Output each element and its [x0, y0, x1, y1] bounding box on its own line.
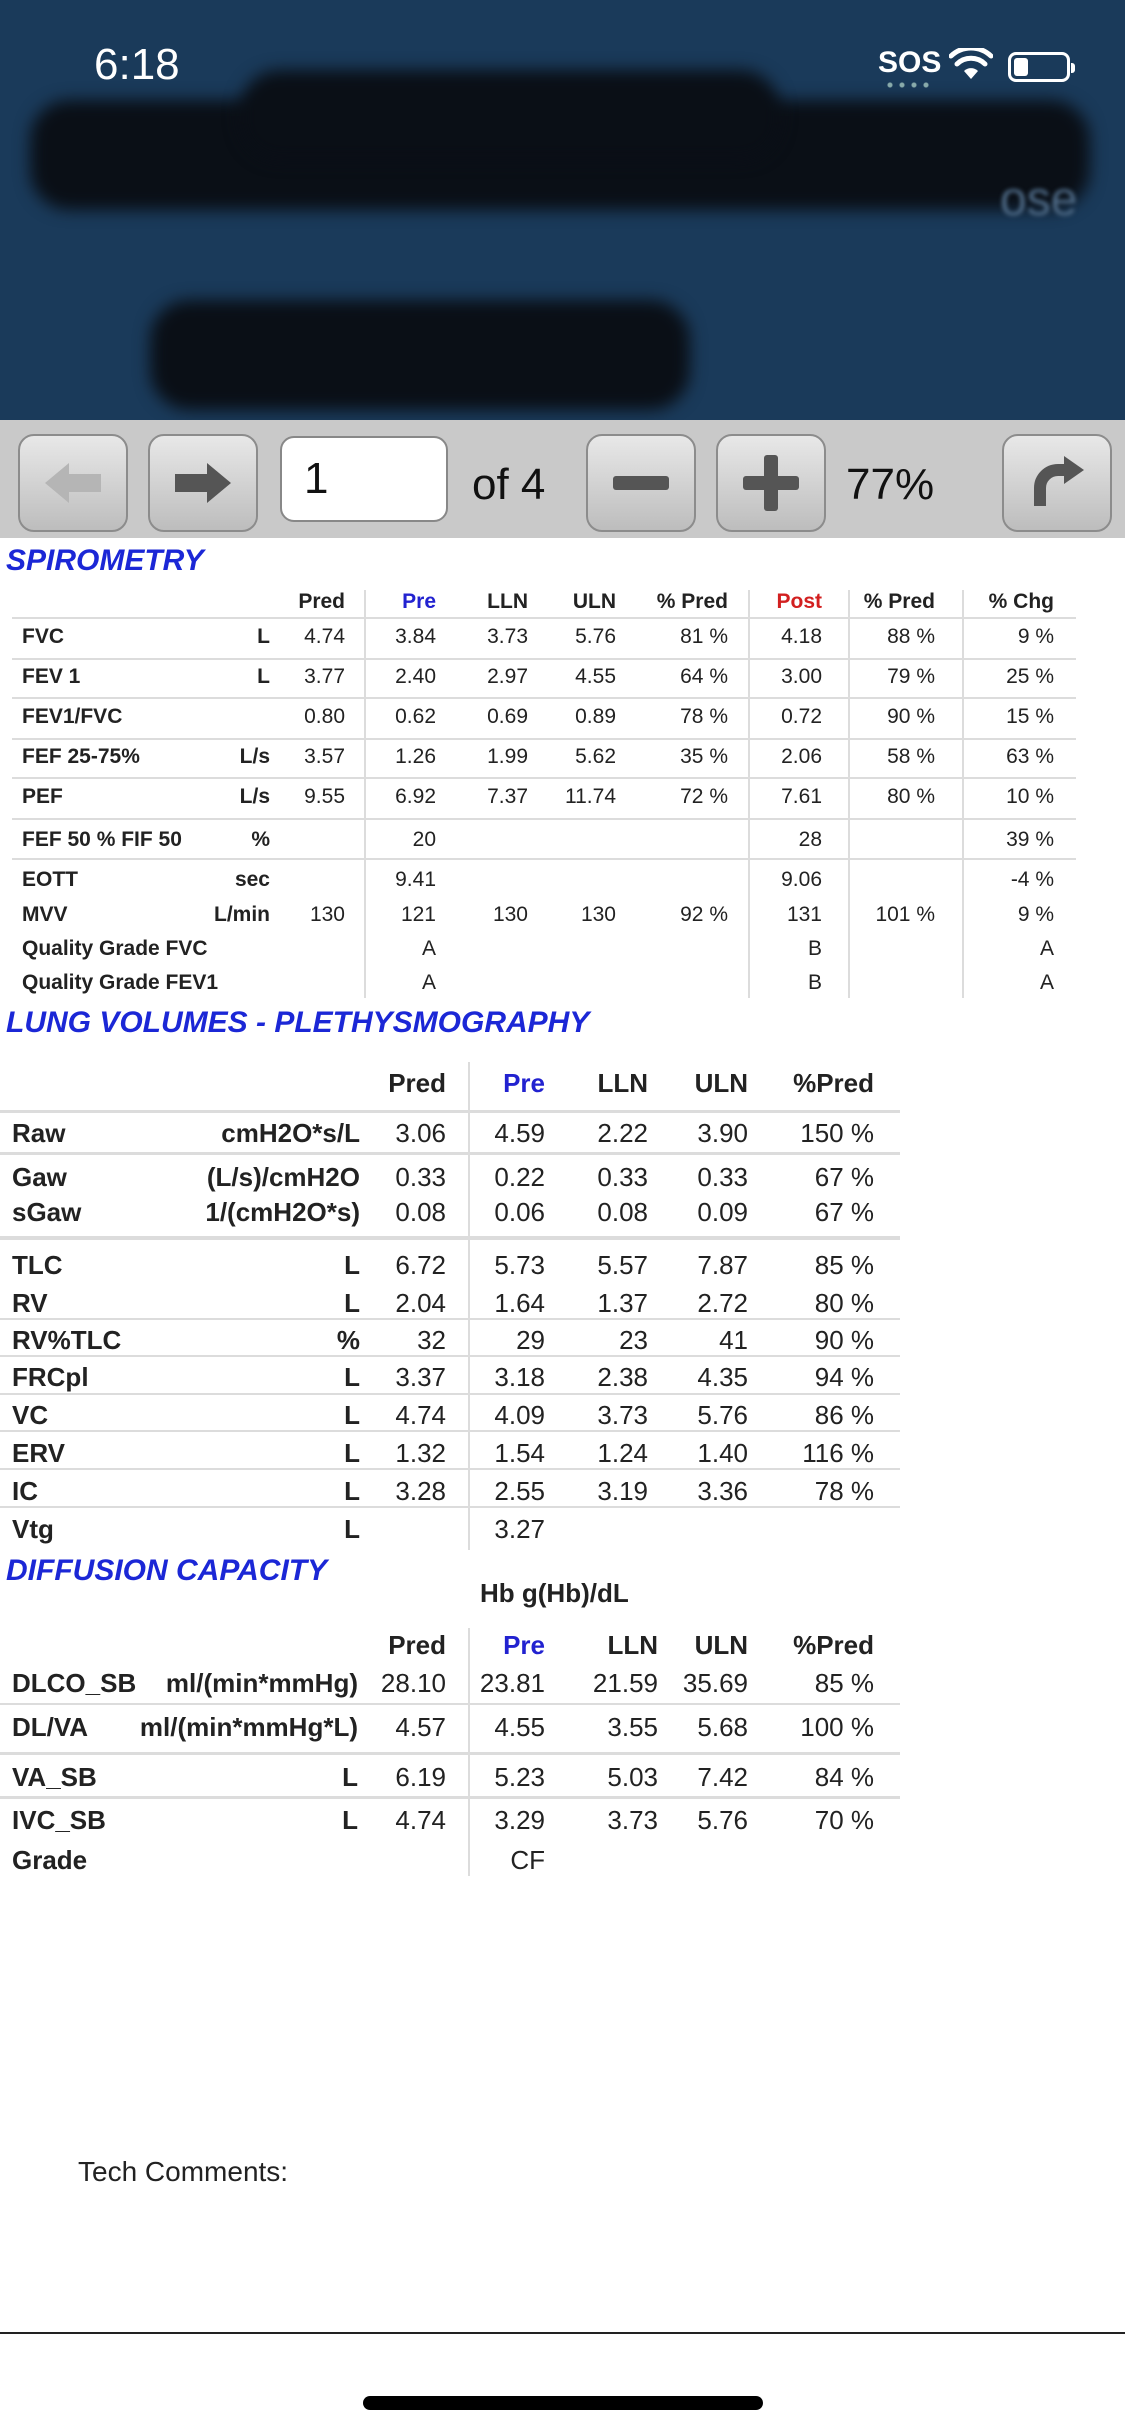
row-divider [12, 617, 1076, 619]
table-cell: 5.76 [697, 1400, 748, 1430]
table-cell: 5.23 [494, 1762, 545, 1792]
header-uln-3: ULN [572, 590, 616, 613]
row-label: Quality Grade FEV1 [22, 971, 219, 994]
redaction-blur [150, 300, 690, 410]
row-divider [0, 1355, 900, 1357]
table-cell: 86 % [814, 1400, 874, 1430]
table-cell: 39 % [1006, 828, 1054, 851]
row-unit: 1/(cmH2O*s) [205, 1197, 360, 1227]
column-divider [748, 590, 750, 998]
table-cell: 67 % [814, 1197, 874, 1227]
table-cell: 0.89 [575, 705, 616, 728]
table-cell: 88 % [887, 625, 935, 648]
table-cell: 3.73 [607, 1805, 658, 1835]
section-title-diffusion: DIFFUSION CAPACITY [6, 1554, 328, 1587]
table-cell: 70 % [814, 1805, 874, 1835]
row-label: FVC [22, 625, 64, 648]
table-cell: 5.57 [597, 1250, 648, 1280]
hb-label: Hb g(Hb)/dL [480, 1578, 629, 1608]
header-pred-0: Pred [388, 1068, 446, 1098]
row-label: FEV1/FVC [22, 705, 123, 728]
row-label: VC [12, 1400, 49, 1430]
row-unit: L [342, 1762, 358, 1792]
row-label: FEF 25-75% [22, 745, 140, 768]
row-label: RV [12, 1288, 48, 1318]
table-cell: 9.41 [395, 868, 436, 891]
table-cell: 3.57 [304, 745, 345, 768]
column-divider [468, 1062, 470, 1550]
header-pred-4: %Pred [793, 1630, 874, 1660]
row-unit: L/s [239, 785, 270, 808]
header-lln-2: LLN [597, 1068, 648, 1098]
report-page [0, 538, 1125, 2332]
table-cell: 3.19 [597, 1476, 648, 1506]
table-cell: 4.59 [494, 1118, 545, 1148]
table-cell: 10 % [1006, 785, 1054, 808]
row-unit: L [344, 1250, 360, 1280]
row-label: IC [12, 1476, 38, 1506]
row-label: Quality Grade FVC [22, 937, 208, 960]
table-cell: 130 [492, 903, 528, 926]
header-pred-0: Pred [298, 590, 345, 613]
page-bottom-rule [0, 2332, 1125, 2334]
table-cell: -4 % [1010, 868, 1054, 891]
table-cell: 5.76 [575, 625, 616, 648]
zoom-level: 77% [846, 460, 935, 509]
table-cell: 90 % [814, 1325, 874, 1355]
row-unit: (L/s)/cmH2O [206, 1162, 360, 1192]
table-cell: 4.09 [494, 1400, 545, 1430]
table-cell: 2.06 [781, 745, 822, 768]
table-cell: 9 % [1017, 903, 1054, 926]
table-cell: A [421, 937, 436, 960]
row-label: ERV [12, 1438, 65, 1468]
table-cell: 80 % [887, 785, 935, 808]
header-pred-0: Pred [388, 1630, 446, 1660]
table-cell: 0.08 [597, 1197, 648, 1227]
table-cell: 28 [798, 828, 822, 851]
table-cell: 0.62 [395, 705, 436, 728]
table-cell: 85 % [814, 1250, 874, 1280]
table-cell: 63 % [1006, 745, 1054, 768]
row-label: MVV [22, 903, 68, 926]
header-pred-4: % Pred [656, 590, 728, 613]
status-time: 6:18 [94, 40, 180, 89]
table-cell: 0.22 [494, 1162, 545, 1192]
table-cell: 3.90 [697, 1118, 748, 1148]
table-cell: 2.22 [597, 1118, 648, 1148]
row-unit: L [257, 665, 270, 688]
table-cell: 78 % [814, 1476, 874, 1506]
table-cell: A [1039, 937, 1054, 960]
table-cell: 35.69 [682, 1668, 748, 1698]
table-cell: 2.55 [494, 1476, 545, 1506]
table-cell: 5.03 [607, 1762, 658, 1792]
row-divider [12, 858, 1076, 860]
table-cell: 4.74 [395, 1400, 446, 1430]
table-cell: 0.09 [697, 1197, 748, 1227]
sos-indicator: SOS [878, 46, 942, 79]
arrow-left-icon [43, 461, 103, 505]
row-unit: L/s [239, 745, 270, 768]
table-cell: 80 % [814, 1288, 874, 1318]
table-cell: 7.61 [781, 785, 822, 808]
page-number-input[interactable]: 1 [280, 436, 448, 522]
table-cell: 3.06 [395, 1118, 446, 1148]
row-label: VA_SB [12, 1762, 97, 1792]
table-cell: 92 % [680, 903, 728, 926]
table-cell: 2.38 [597, 1362, 648, 1392]
table-cell: 79 % [887, 665, 935, 688]
table-cell: 130 [580, 903, 616, 926]
table-cell: 4.74 [304, 625, 345, 648]
table-cell: 85 % [814, 1668, 874, 1698]
table-cell: 130 [309, 903, 345, 926]
prev-page-button[interactable] [18, 434, 128, 532]
table-cell: 4.35 [697, 1362, 748, 1392]
table-cell: A [1039, 971, 1054, 994]
row-divider [12, 818, 1076, 820]
table-cell: 32 [417, 1325, 446, 1355]
row-label: FEV 1 [22, 665, 81, 688]
table-cell: 41 [719, 1325, 748, 1355]
table-cell: 3.29 [494, 1805, 545, 1835]
row-divider [0, 1468, 900, 1470]
header-chg-7: % Chg [988, 590, 1054, 613]
row-divider [12, 777, 1076, 779]
pdf-toolbar [0, 420, 1125, 538]
row-label: Vtg [12, 1514, 54, 1544]
row-unit: cmH2O*s/L [221, 1118, 360, 1148]
table-cell: 20 [412, 828, 436, 851]
row-unit: L/min [214, 903, 270, 926]
table-cell: 3.00 [781, 665, 822, 688]
header-uln-3: ULN [694, 1630, 748, 1660]
table-cell: 90 % [887, 705, 935, 728]
row-unit: % [251, 828, 270, 851]
table-cell: 116 % [802, 1438, 874, 1468]
table-cell: 9.06 [781, 868, 822, 891]
table-cell: 64 % [680, 665, 728, 688]
table-cell: 29 [516, 1325, 545, 1355]
row-unit: sec [234, 868, 270, 891]
signal-dots-icon [884, 82, 934, 88]
table-cell: 7.42 [697, 1762, 748, 1792]
table-cell: 6.19 [395, 1762, 446, 1792]
row-divider [12, 738, 1076, 740]
row-divider [0, 1393, 900, 1395]
table-cell: 81 % [680, 625, 728, 648]
page-count-label: of 4 [472, 460, 546, 509]
blurred-header [0, 0, 1125, 420]
header-lln-2: LLN [487, 590, 528, 613]
row-divider [0, 1236, 900, 1240]
table-cell: 3.36 [697, 1476, 748, 1506]
home-indicator[interactable] [363, 2396, 763, 2410]
row-divider [0, 1703, 900, 1705]
row-divider [12, 697, 1076, 699]
row-label: Gaw [12, 1162, 67, 1192]
table-cell: 4.18 [781, 625, 822, 648]
column-divider [468, 1628, 470, 1876]
table-cell: 11.74 [565, 785, 616, 808]
plus-icon [743, 455, 799, 511]
row-divider [12, 658, 1076, 660]
table-cell: 21.59 [592, 1668, 658, 1698]
zoom-in-button[interactable] [716, 434, 826, 532]
ghost-text: ose [1000, 173, 1078, 226]
table-cell: CF [510, 1845, 545, 1875]
arrow-right-icon [173, 461, 233, 505]
next-page-button[interactable] [148, 434, 258, 532]
row-label: Grade [12, 1845, 88, 1875]
table-cell: 4.57 [395, 1712, 446, 1742]
row-unit: L [342, 1805, 358, 1835]
row-divider [0, 1506, 900, 1508]
header-pred-4: %Pred [793, 1068, 874, 1098]
table-cell: 3.27 [494, 1514, 545, 1544]
row-unit: L [344, 1400, 360, 1430]
table-cell: 1.40 [697, 1438, 748, 1468]
table-cell: 101 % [875, 903, 935, 926]
row-unit: ml/(min*mmHg*L) [139, 1712, 358, 1742]
row-label: EOTT [22, 868, 78, 891]
header-lln-2: LLN [607, 1630, 658, 1660]
table-cell: 35 % [680, 745, 728, 768]
table-cell: 1.26 [395, 745, 436, 768]
table-cell: 3.77 [304, 665, 345, 688]
row-label: RV%TLC [12, 1325, 122, 1355]
table-cell: 0.08 [395, 1197, 446, 1227]
table-cell: 2.04 [395, 1288, 446, 1318]
table-cell: 3.73 [597, 1400, 648, 1430]
section-title-spirometry: SPIROMETRY [6, 544, 204, 577]
row-unit: % [336, 1325, 360, 1355]
table-cell: 0.06 [494, 1197, 545, 1227]
tech-comments-label: Tech Comments: [78, 2156, 289, 2187]
row-label: PEF [22, 785, 63, 808]
table-cell: 0.33 [597, 1162, 648, 1192]
row-divider [0, 1430, 900, 1432]
row-unit: ml/(min*mmHg) [165, 1668, 358, 1698]
table-cell: 3.37 [395, 1362, 446, 1392]
table-cell: 0.69 [487, 705, 528, 728]
table-cell: 5.73 [494, 1250, 545, 1280]
row-divider [0, 1110, 900, 1113]
table-cell: 15 % [1006, 705, 1054, 728]
rotate-button[interactable] [1002, 434, 1112, 532]
table-cell: 0.33 [395, 1162, 446, 1192]
column-divider [848, 590, 850, 998]
row-label: IVC_SB [12, 1805, 106, 1835]
row-label: FEF 50 % FIF 50 [22, 828, 182, 851]
table-cell: 7.87 [697, 1250, 748, 1280]
table-cell: 7.37 [487, 785, 528, 808]
wifi-icon [949, 48, 993, 82]
table-cell: 2.40 [395, 665, 436, 688]
header-pre-1: Pre [402, 590, 436, 613]
table-cell: 3.55 [607, 1712, 658, 1742]
row-label: FRCpl [12, 1362, 89, 1392]
row-divider [0, 1152, 900, 1155]
table-cell: 72 % [680, 785, 728, 808]
table-cell: 4.55 [494, 1712, 545, 1742]
header-pre-1: Pre [503, 1630, 545, 1660]
row-label: TLC [12, 1250, 63, 1280]
table-cell: 121 [400, 903, 436, 926]
table-cell: 67 % [814, 1162, 874, 1192]
minus-icon [613, 476, 669, 490]
rotate-icon [1028, 456, 1086, 510]
row-label: DLCO_SB [12, 1668, 137, 1698]
table-cell: 1.64 [494, 1288, 545, 1318]
row-divider [0, 1752, 900, 1755]
table-cell: 2.97 [487, 665, 528, 688]
section-title-lung_volumes: LUNG VOLUMES - PLETHYSMOGRAPHY [6, 1006, 590, 1039]
row-label: DL/VA [12, 1712, 89, 1742]
row-label: sGaw [12, 1197, 82, 1227]
header-post-5: Post [776, 590, 822, 613]
battery-icon [1008, 52, 1070, 82]
table-cell: 78 % [680, 705, 728, 728]
table-cell: 1.99 [487, 745, 528, 768]
table-cell: 6.72 [395, 1250, 446, 1280]
table-cell: 4.74 [395, 1805, 446, 1835]
row-unit: L [344, 1476, 360, 1506]
header-uln-3: ULN [694, 1068, 748, 1098]
table-cell: 1.37 [597, 1288, 648, 1318]
redaction-blur [240, 70, 780, 160]
header-pred-6: % Pred [863, 590, 935, 613]
table-cell: 9.55 [304, 785, 345, 808]
row-unit: L [344, 1362, 360, 1392]
row-label: Raw [12, 1118, 66, 1148]
table-cell: B [807, 971, 822, 994]
table-cell: 3.73 [487, 625, 528, 648]
table-cell: 0.72 [781, 705, 822, 728]
table-cell: 94 % [814, 1362, 874, 1392]
table-cell: 28.10 [380, 1668, 446, 1698]
table-cell: 3.84 [395, 625, 436, 648]
table-cell: 4.55 [575, 665, 616, 688]
table-cell: 131 [786, 903, 822, 926]
column-divider [962, 590, 964, 998]
table-cell: 1.32 [395, 1438, 446, 1468]
table-cell: 5.62 [575, 745, 616, 768]
table-cell: 58 % [887, 745, 935, 768]
row-unit: L [344, 1288, 360, 1318]
row-unit: L [344, 1514, 360, 1544]
row-divider [0, 1796, 900, 1799]
table-cell: 5.68 [697, 1712, 748, 1742]
zoom-out-button[interactable] [586, 434, 696, 532]
table-cell: 100 % [800, 1712, 874, 1742]
table-cell: 84 % [814, 1762, 874, 1792]
table-cell: 150 % [800, 1118, 874, 1148]
row-unit: L [257, 625, 270, 648]
table-cell: 5.76 [697, 1805, 748, 1835]
table-cell: 2.72 [697, 1288, 748, 1318]
table-cell: 1.54 [494, 1438, 545, 1468]
row-divider [0, 1318, 900, 1320]
row-unit: L [344, 1438, 360, 1468]
table-cell: B [807, 937, 822, 960]
table-cell: 6.92 [395, 785, 436, 808]
table-cell: 9 % [1017, 625, 1054, 648]
table-cell: 25 % [1006, 665, 1054, 688]
table-cell: 3.28 [395, 1476, 446, 1506]
table-cell: 1.24 [597, 1438, 648, 1468]
table-cell: 23 [619, 1325, 648, 1355]
table-cell: 0.33 [697, 1162, 748, 1192]
column-divider [364, 590, 366, 998]
table-cell: A [421, 971, 436, 994]
table-cell: 23.81 [479, 1668, 545, 1698]
table-cell: 0.80 [304, 705, 345, 728]
header-pre-1: Pre [503, 1068, 545, 1098]
table-cell: 3.18 [494, 1362, 545, 1392]
